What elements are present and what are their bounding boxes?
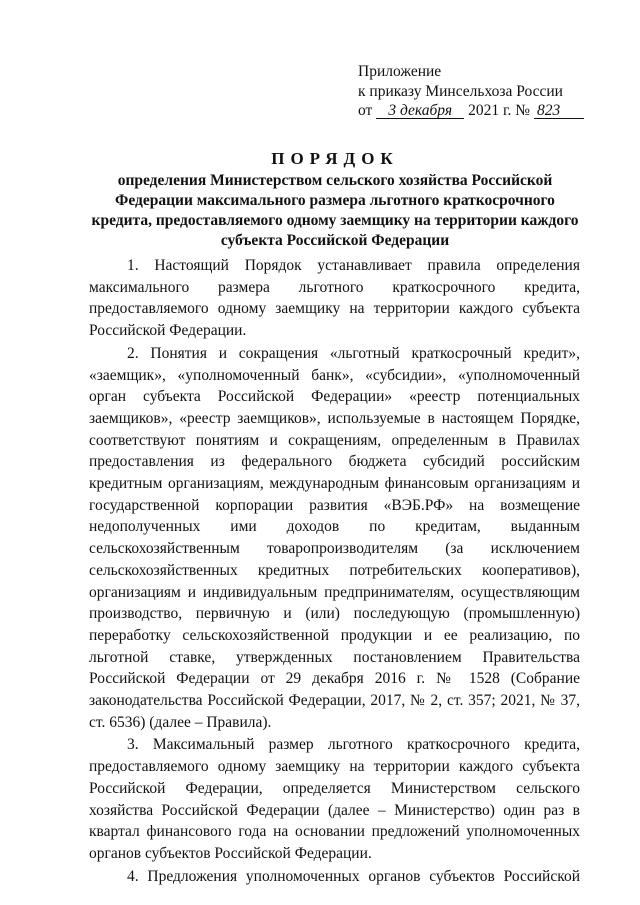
- order-year: 2021 г. №: [468, 102, 531, 119]
- appendix-order-ref: к приказу Минсельхоза России: [358, 82, 563, 100]
- paragraph-4: 4. Предложения уполномоченных органов субъектов Российской: [127, 867, 580, 885]
- paragraph-1: 1. Настоящий Порядок устанавливает правила определения максимального размера льготного краткосрочного кредита, предоставляемого одному заемщику на территории каждого субъекта Российской Федерации.: [89, 257, 580, 340]
- appendix-title: Приложение: [358, 63, 442, 80]
- date-prefix: от: [358, 102, 373, 119]
- order-number: 823: [534, 103, 584, 119]
- appendix-block: [358, 62, 584, 121]
- document-title: ПОРЯДОК: [271, 149, 399, 168]
- document-heading: [90, 148, 580, 251]
- document-body: [89, 255, 580, 888]
- paragraph-2: 2. Понятия и сокращения «льготный краткосрочный кредит», «заемщик», «уполномоченный банк», «субсидии», «уполномоченный орган субъекта Российской Федерации» «реестр потенциальных заемщиков», «реестр заемщиков», используемые в настоящем Порядке, соответствуют понятиям и сокращениям, определенным в Правилах предоставления из федерального бюджета субсидий российским кредитным организациям, международным финансовым организациям и государственной корпорации развития «ВЭБ.РФ» на возмещение недополученных ими доходов по кредитам, выданным сельскохозяйственным товаропроизводителям (за исключением сельскохозяйственных кредитных потребительских кооперативов), организациям и индивидуальным предпринимателям, осуществляющим производство, первичную и (или) последующую (промышленную) переработку сельскохозяйственной продукции и ее реализацию, по льготной ставке, утвержденных постановлением Правительства Российской Федерации от 29 декабря 2016 г. № 1528 (Собрание законодательства Российской Федерации, 2017, № 2, ст. 357; 2021, № 37, ст. 6536) (далее – Правила).: [89, 344, 580, 731]
- order-date: 3 декабря: [376, 103, 464, 119]
- document-subtitle: определения Министерством сельского хозяйства Российской Федерации максимального размера льготного краткосрочного кредита, предоставляемого одному заемщику на территории каждого субъекта Российской Федерации: [91, 172, 579, 249]
- paragraph-3: 3. Максимальный размер льготного краткосрочного кредита, предоставляемого одному заемщику на территории каждого субъекта Российской Федерации, определяется Министерством сельского хозяйства Российской Федерации (далее – Министерство) один раз в квартал финансового года на основании предложений уполномоченных органов субъектов Российской Федерации.: [89, 736, 580, 862]
- appendix-date-line: [358, 101, 584, 121]
